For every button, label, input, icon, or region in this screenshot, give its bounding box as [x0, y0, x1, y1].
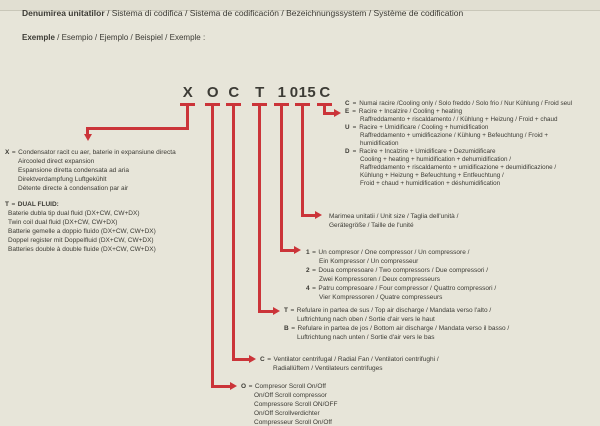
connector-1-horizontal: [280, 249, 294, 252]
definition-line: Batterie gemelle a doppio fluido (DX+CW, CW+DX): [8, 228, 156, 235]
equals-sign: =: [11, 201, 16, 208]
equals-sign: =: [248, 383, 253, 390]
definition-line: Direktverdampfung Luftgekühlt: [18, 176, 107, 183]
connector-o-vertical: [211, 103, 214, 388]
compressors-number: 2: [306, 267, 310, 274]
discharge-item-t: [284, 306, 509, 324]
definition-line: Baterie dubla tip dual fluid (DX+CW, CW+DX): [8, 210, 140, 217]
definition-line: Zwei Kompressoren / Deux compresseurs: [319, 276, 441, 283]
equals-sign: =: [312, 249, 316, 256]
definition-air-discharge: [284, 306, 509, 342]
definition-line: Compressore Scroll ON/OFF: [254, 401, 338, 408]
definition-line: Espansione diretta condensata ad aria: [18, 167, 129, 174]
connector-015-vertical: [301, 103, 304, 217]
definition-cooling-modes: [345, 100, 572, 188]
connector-c-vertical: [232, 103, 235, 361]
definition-fan: [260, 355, 439, 373]
compressors-item-2: [306, 266, 496, 284]
mode-item-u: [345, 124, 572, 148]
definition-line: Froid + chaud + humidification + déshumidification: [360, 180, 501, 187]
mode-item-e: [345, 108, 572, 124]
compressors-number: 1: [306, 249, 310, 256]
scroll-letter: O: [241, 383, 247, 390]
definition-line: Radiallüftern / Ventilateurs centrifuges: [273, 365, 383, 372]
definition-compressors: [306, 248, 496, 302]
definition-line: Marimea unitatii / Unit size / Taglia dell'unità /: [329, 213, 459, 220]
definition-line: Batteries double à double fluide (DX+CW, CW+DX): [8, 246, 156, 253]
definition-line: Compresor Scroll On/Off: [254, 383, 326, 390]
definition-line: Cooling + heating + humidification + dehumidification /: [360, 156, 512, 163]
definition-line: Luftrichtung nach oben / Sortie d'air vers le haut: [297, 316, 435, 323]
discharge-item-b: [284, 324, 509, 342]
code-segment-c: C: [228, 84, 240, 101]
definition-line: Refulare in partea de sus / Top air discharge / Mandata verso l'alto /: [296, 307, 492, 314]
definition-line: Raffreddamento + riscaldamento + umidificazione + deumidificazione /: [360, 164, 557, 171]
compressors-number: 4: [306, 285, 310, 292]
discharge-letter: B: [284, 325, 289, 332]
arrow-o-icon: [230, 382, 237, 390]
connector-t-horizontal: [258, 310, 273, 313]
mode-letter: E: [345, 108, 350, 115]
example-label-bold: Exemple: [22, 33, 55, 42]
definition-line: On/Off Scroll compressor: [254, 392, 327, 399]
definition-line: Kühlung + Heizung + Befeuchtung + Entfeuchtung /: [360, 172, 504, 179]
page-title-rest: / Sistema di codifica / Sistema de codificación / Bezeichnungssystem / Système de codification: [104, 8, 464, 18]
code-segment-1: 1: [277, 84, 287, 101]
definition-line: On/Off Scrollverdichter: [254, 410, 320, 417]
equals-sign: =: [291, 325, 295, 332]
definition-line: Luftrichtung nach unten / Sortie d'air vers le bas: [297, 334, 435, 341]
definition-line: Un compresor / One compressor / Un compressore /: [318, 249, 470, 256]
definition-condenser: [5, 148, 176, 193]
arrow-t-icon: [273, 307, 280, 315]
code-segment-t: T: [255, 84, 265, 101]
compressors-item-1: [306, 248, 496, 266]
definition-line: Ventilator centrifugal / Radial Fan / Ventilatori centrifughi /: [273, 356, 439, 363]
definition-unit-size: [329, 212, 458, 230]
code-segment-c2: C: [319, 84, 331, 101]
code-segment-015: 015: [289, 84, 317, 101]
definition-line: Racire + Incalzire + Umidificare + Dezumidificare: [359, 148, 496, 155]
equals-sign: =: [267, 356, 271, 363]
equals-sign: =: [290, 307, 295, 314]
example-label: [22, 33, 205, 42]
definition-scroll-compressor: [241, 382, 337, 426]
compressors-item-4: [306, 284, 496, 302]
equals-sign: =: [352, 124, 357, 131]
mode-item-c: [345, 100, 572, 108]
arrow-015-icon: [315, 211, 322, 219]
mode-letter: U: [345, 124, 350, 131]
equals-sign: =: [312, 285, 316, 292]
connector-1-vertical: [280, 103, 283, 252]
definition-line: Aircooled direct expansion: [18, 158, 95, 165]
equals-sign: =: [11, 149, 16, 156]
definition-line: Ein Kompressor / Un compresseur: [319, 258, 419, 265]
definition-line: Refulare in partea de jos / Bottom air discharge / Mandata verso il basso /: [297, 325, 510, 332]
dual-fluid-title: DUAL FLUID:: [17, 201, 59, 208]
definition-line: Patru compresoare / Four compressor / Quattro compressori /: [318, 285, 497, 292]
definition-line: Numai racire /Cooling only / Solo freddo / Solo frio / Nur Kühlung / Froid seul: [359, 100, 573, 107]
discharge-letter: T: [284, 307, 288, 314]
equals-sign: =: [312, 267, 316, 274]
connector-x-vertical: [186, 103, 189, 130]
definition-line: humidification: [360, 140, 399, 147]
mode-letter: C: [345, 100, 350, 107]
arrow-c-icon: [249, 355, 256, 363]
example-label-rest: / Esempio / Ejemplo / Beispiel / Exemple :: [54, 33, 206, 42]
equals-sign: =: [352, 108, 356, 115]
page-title-bold: Denumirea unitatilor: [22, 8, 105, 18]
connector-c2-horizontal: [323, 112, 334, 115]
page-title: [22, 8, 463, 18]
equals-sign: =: [352, 100, 357, 107]
equals-sign: =: [352, 148, 357, 155]
arrow-c2-icon: [334, 109, 341, 117]
definition-line: Gerätegröße / Taille de l'unité: [329, 222, 414, 229]
connector-o-horizontal: [211, 385, 230, 388]
definition-dual-fluid: [5, 200, 156, 254]
definition-line: Doua compresoare / Two compressors / Due compressori /: [318, 267, 489, 274]
code-segment-x: X: [182, 84, 194, 101]
connector-015-horizontal: [301, 214, 315, 217]
connector-c-horizontal: [232, 358, 249, 361]
mode-item-d: [345, 148, 572, 188]
fan-letter: C: [260, 356, 265, 363]
definition-line: Détente directe à condensation par air: [18, 185, 129, 192]
connector-t-vertical: [258, 103, 261, 313]
definition-line: Twin coil dual fluid (DX+CW, CW+DX): [8, 219, 118, 226]
definition-line: Compresseur Scroll On/Off: [254, 419, 332, 426]
definition-line: Condensator racit cu aer, baterie in expansiune directa: [18, 149, 176, 156]
definition-line: Racire + Incalzire / Cooling + heating: [358, 108, 463, 115]
definition-line: Racire + Umidificare / Cooling + humidification: [359, 124, 489, 131]
condenser-letter: X: [5, 149, 10, 156]
dual-fluid-letter: T: [5, 201, 9, 208]
definition-line: Raffreddamento + umidificazione / Kühlung + Befeuchtung / Froid +: [360, 132, 549, 139]
definition-line: Raffreddamento + riscaldamento / / Kühlung + Heizung / Froid + chaud: [360, 116, 558, 123]
definition-line: Doppel register mit Doppelfluid (DX+CW, CW+DX): [8, 237, 154, 244]
arrow-1-icon: [294, 246, 301, 254]
arrow-x-icon: [84, 134, 92, 141]
code-segment-o: O: [206, 84, 220, 101]
mode-letter: D: [345, 148, 350, 155]
definition-line: Vier Kompressoren / Quatre compresseurs: [319, 294, 443, 301]
connector-x-horizontal: [86, 127, 189, 130]
